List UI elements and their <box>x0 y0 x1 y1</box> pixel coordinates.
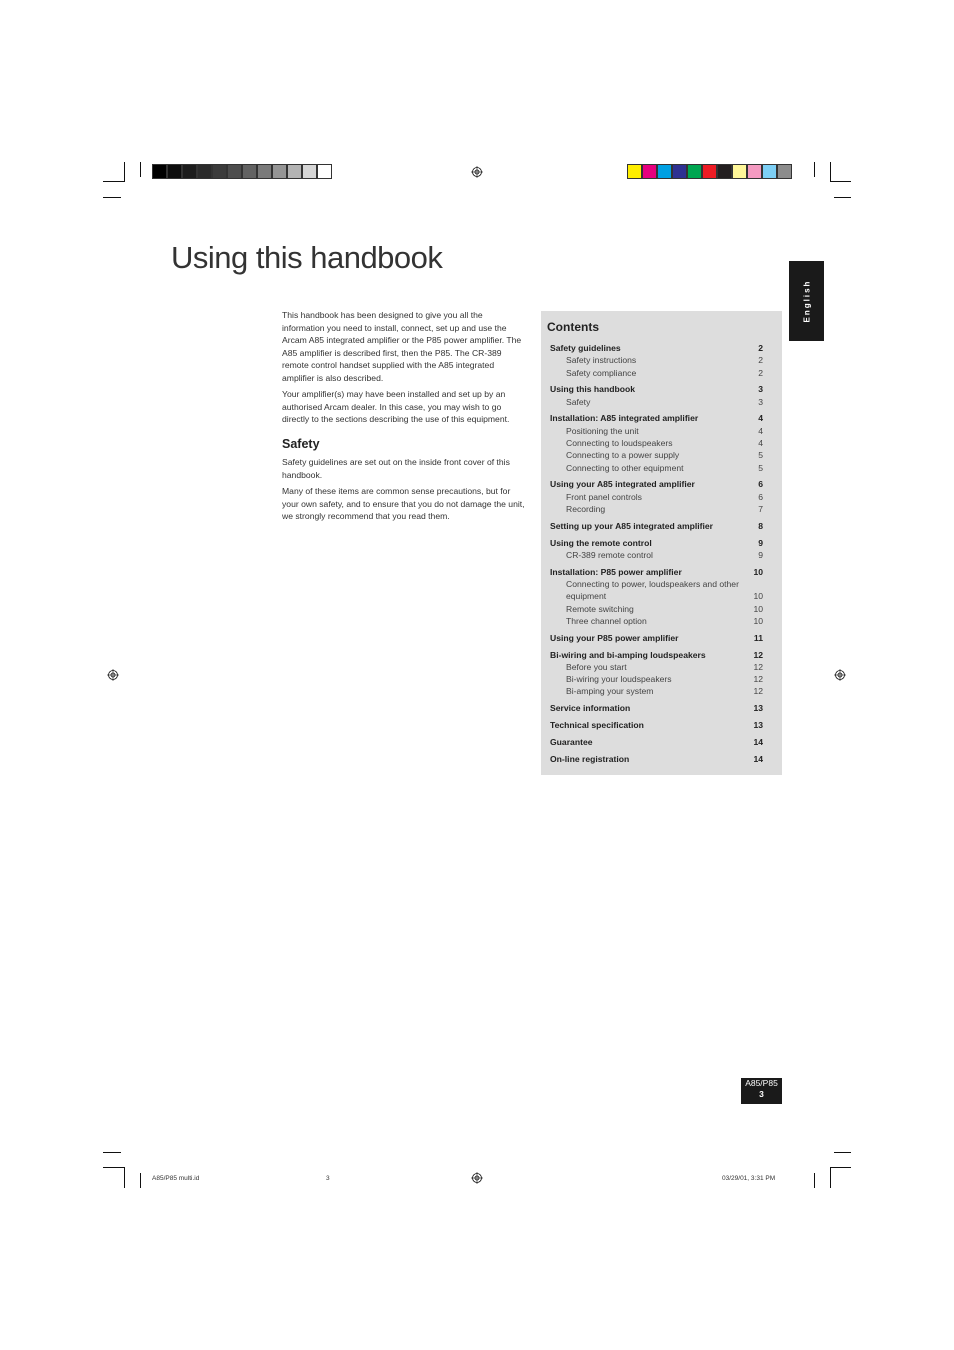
toc-label: Front panel controls <box>566 491 642 502</box>
toc-section <box>550 537 763 549</box>
toc-page-number: 2 <box>758 343 763 353</box>
toc-label: Installation: A85 integrated amplifier <box>550 413 699 424</box>
toc-label: Safety instructions <box>566 355 637 366</box>
toc-page-number: 3 <box>758 384 763 395</box>
gray-swatch-bar <box>152 164 332 180</box>
toc-label: Service information <box>550 703 631 714</box>
color-swatch <box>747 164 762 179</box>
toc-label: Recording <box>566 504 606 515</box>
page-title: Using this handbook <box>171 240 443 275</box>
toc-section <box>550 520 763 532</box>
toc-section <box>550 702 763 714</box>
toc-subsection <box>550 449 763 461</box>
toc-page-number: 5 <box>758 462 763 473</box>
color-swatch <box>257 164 272 179</box>
toc-label: Guarantee <box>550 736 593 747</box>
toc-label: Safety <box>566 396 591 407</box>
color-swatch <box>197 164 212 179</box>
page-number-box <box>741 1078 782 1104</box>
toc-page-number: 3 <box>758 396 763 407</box>
page-number: 3 <box>759 1089 764 1099</box>
model-label: A85/P85 <box>745 1078 778 1088</box>
color-swatch <box>732 164 747 179</box>
toc-label: Connecting to other equipment <box>566 462 684 473</box>
color-swatch <box>272 164 287 179</box>
color-swatch <box>762 164 777 179</box>
toc-subsection <box>550 503 763 515</box>
toc-label: On-line registration <box>550 753 630 764</box>
toc-label: Installation: P85 power amplifier <box>550 566 682 577</box>
intro-paragraph: This handbook has been designed to give you all the information you need to install, connect, set up and use the Arcam A85 integrated amplifier or the P85 power amplifier. The A85 amplifier is described first, then the P85. The CR-389 remote control handset supplied with the A85 integrated amplifier is also described. <box>282 310 522 383</box>
color-swatch <box>777 164 792 179</box>
toc-page-number: 10 <box>753 591 763 602</box>
registration-mark-icon <box>834 669 846 681</box>
toc-page-number: 8 <box>758 520 763 531</box>
toc-page-number: 6 <box>758 491 763 502</box>
toc-section <box>550 342 763 354</box>
toc-label: Using your A85 integrated amplifier <box>550 479 695 490</box>
toc-subsection <box>550 367 763 379</box>
registration-mark-icon <box>471 1172 483 1184</box>
color-swatch <box>167 164 182 179</box>
toc-label: Remote switching <box>566 603 634 614</box>
toc-page-number: 4 <box>758 425 763 436</box>
toc-label: Bi-wiring your loudspeakers <box>566 674 672 685</box>
slug-page: 3 <box>326 1175 330 1182</box>
color-swatch-bar <box>627 164 792 180</box>
contents-heading: Contents <box>547 320 599 334</box>
color-swatch <box>627 164 642 179</box>
intro-text <box>282 309 527 430</box>
toc-subsection <box>550 549 763 561</box>
toc-section <box>550 566 763 578</box>
toc-page-number: 10 <box>753 603 763 614</box>
toc-page-number: 10 <box>753 615 763 626</box>
toc-page-number: 14 <box>753 736 763 747</box>
toc-label: CR-389 remote control <box>566 549 653 560</box>
toc-label: Technical specification <box>550 720 644 731</box>
color-swatch <box>672 164 687 179</box>
toc-subsection <box>550 437 763 449</box>
color-swatch <box>302 164 317 179</box>
color-swatch <box>702 164 717 179</box>
toc-label: Setting up your A85 integrated amplifier <box>550 520 713 531</box>
toc-page-number: 2 <box>758 355 763 366</box>
safety-paragraph: Many of these items are common sense precautions, but for your own safety, and to ensure that you do not damage the unit, we strongly recommend that you read them. <box>282 486 525 521</box>
toc-page-number: 12 <box>753 661 763 672</box>
toc-page-number: 14 <box>753 753 763 764</box>
toc-label: Connecting to loudspeakers <box>566 438 673 449</box>
toc-label: Positioning the unit <box>566 425 639 436</box>
toc-subsection <box>550 396 763 408</box>
toc-page-number: 4 <box>758 413 763 424</box>
toc-label: Safety compliance <box>566 367 637 378</box>
toc-page-number: 9 <box>758 537 763 548</box>
toc-page-number: 7 <box>758 504 763 515</box>
toc-label: Using your P85 power amplifier <box>550 632 679 643</box>
toc-subsection <box>550 685 763 697</box>
color-swatch <box>317 164 332 179</box>
toc-subsection <box>550 578 763 603</box>
toc-label: Before you start <box>566 661 627 672</box>
intro-paragraph: Your amplifier(s) may have been installed and set up by an authorised Arcam dealer. In this case, you may wish to go directly to the sections describing the use of this equipment. <box>282 389 510 424</box>
toc-section <box>550 649 763 661</box>
color-swatch <box>687 164 702 179</box>
toc-label: Using the remote control <box>550 537 652 548</box>
toc-section <box>550 478 763 490</box>
toc-subsection <box>550 661 763 673</box>
safety-heading: Safety <box>282 437 320 451</box>
toc-label: Connecting to power, loudspeakers and other equipment <box>566 579 739 602</box>
color-swatch <box>657 164 672 179</box>
registration-mark-icon <box>107 669 119 681</box>
toc-label: Bi-amping your system <box>566 686 654 697</box>
toc-section <box>550 412 763 424</box>
toc-page-number: 11 <box>753 632 763 643</box>
toc-page-number: 13 <box>753 703 763 714</box>
toc-section <box>550 753 763 765</box>
color-swatch <box>182 164 197 179</box>
toc-page-number: 2 <box>758 367 763 378</box>
toc-section <box>550 736 763 748</box>
toc-label: Connecting to a power supply <box>566 450 680 461</box>
registration-mark-icon <box>471 166 483 178</box>
toc-subsection <box>550 491 763 503</box>
toc-page-number: 5 <box>758 450 763 461</box>
color-swatch <box>717 164 732 179</box>
language-label: English <box>802 279 811 323</box>
toc-label: Safety guidelines <box>550 343 621 353</box>
toc-page-number: 12 <box>753 674 763 685</box>
toc-page-number: 13 <box>753 720 763 731</box>
toc-label: Using this handbook <box>550 384 635 395</box>
toc-page-number: 9 <box>758 549 763 560</box>
language-tab <box>789 261 824 341</box>
color-swatch <box>642 164 657 179</box>
contents-panel <box>541 311 782 775</box>
toc-label: Three channel option <box>566 615 647 626</box>
slug-timestamp: 03/29/01, 3:31 PM <box>722 1175 776 1182</box>
table-of-contents <box>550 342 763 765</box>
toc-subsection <box>550 462 763 474</box>
toc-page-number: 12 <box>753 649 763 660</box>
toc-page-number: 6 <box>758 479 763 490</box>
toc-section <box>550 383 763 395</box>
toc-section <box>550 719 763 731</box>
safety-paragraph: Safety guidelines are set out on the inside front cover of this handbook. <box>282 457 510 480</box>
toc-subsection <box>550 615 763 627</box>
toc-subsection <box>550 425 763 437</box>
toc-section <box>550 632 763 644</box>
toc-subsection <box>550 603 763 615</box>
color-swatch <box>152 164 167 179</box>
slug-filename: A85/P85 multi.id <box>152 1175 200 1182</box>
toc-page-number: 12 <box>753 686 763 697</box>
toc-subsection <box>550 354 763 366</box>
safety-text <box>282 456 527 527</box>
color-swatch <box>227 164 242 179</box>
color-swatch <box>287 164 302 179</box>
toc-page-number: 10 <box>753 566 763 577</box>
color-swatch <box>242 164 257 179</box>
toc-label: Bi-wiring and bi-amping loudspeakers <box>550 649 706 660</box>
color-swatch <box>212 164 227 179</box>
toc-page-number: 4 <box>758 438 763 449</box>
toc-subsection <box>550 673 763 685</box>
